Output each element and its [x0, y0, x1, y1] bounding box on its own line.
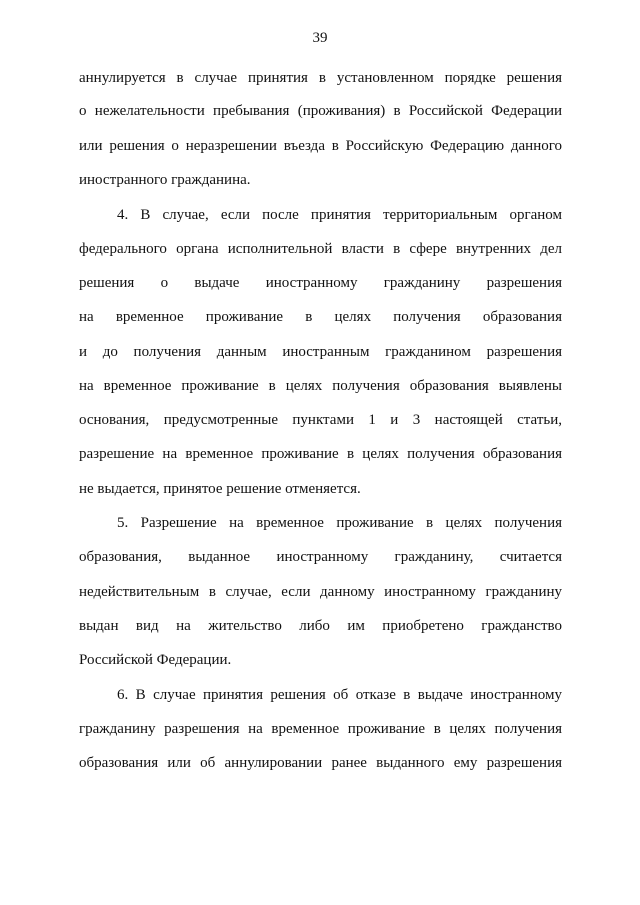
- paragraph-2-line-2: федерального органа исполнительной власти в сфере внутренних дел: [79, 241, 562, 257]
- paragraph-4-line-3: образования или об аннулировании ранее выданного ему разрешения: [79, 755, 562, 771]
- paragraph-2-line-1: 4. В случае, если после принятия территориальным органом: [117, 207, 562, 223]
- paragraph-1-line-1: аннулируется в случае принятия в установленном порядке решения: [79, 70, 562, 86]
- paragraph-4-line-2: гражданину разрешения на временное проживание в целях получения: [79, 721, 562, 737]
- paragraph-3-line-2: образования, выданное иностранному гражданину, считается: [79, 549, 562, 565]
- paragraph-1-line-3: или решения о неразрешении въезда в Российскую Федерацию данного: [79, 138, 562, 154]
- paragraph-2-line-8: разрешение на временное проживание в целях получения образования: [79, 446, 562, 462]
- page-number: 39: [312, 30, 328, 46]
- paragraph-3-line-4: выдан вид на жительство либо им приобретено гражданство: [79, 618, 562, 634]
- paragraph-2-line-7: основания, предусмотренные пунктами 1 и 3 настоящей статьи,: [79, 412, 562, 428]
- paragraph-3-line-1: 5. Разрешение на временное проживание в целях получения: [117, 515, 562, 531]
- paragraph-2-line-3: решения о выдаче иностранному гражданину разрешения: [79, 275, 562, 291]
- paragraph-3-line-3: недействительным в случае, если данному иностранному гражданину: [79, 584, 562, 600]
- paragraph-2-line-9: не выдается, принятое решение отменяется.: [79, 481, 361, 497]
- paragraph-4-line-1: 6. В случае принятия решения об отказе в выдаче иностранному: [117, 687, 562, 703]
- paragraph-2-line-6: на временное проживание в целях получения образования выявлены: [79, 378, 562, 394]
- paragraph-1-line-4: иностранного гражданина.: [79, 172, 251, 188]
- paragraph-2-line-4: на временное проживание в целях получения образования: [79, 309, 562, 325]
- paragraph-1-line-2: о нежелательности пребывания (проживания) в Российской Федерации: [79, 103, 562, 119]
- paragraph-3-line-5: Российской Федерации.: [79, 652, 232, 668]
- paragraph-2-line-5: и до получения данным иностранным гражданином разрешения: [79, 344, 562, 360]
